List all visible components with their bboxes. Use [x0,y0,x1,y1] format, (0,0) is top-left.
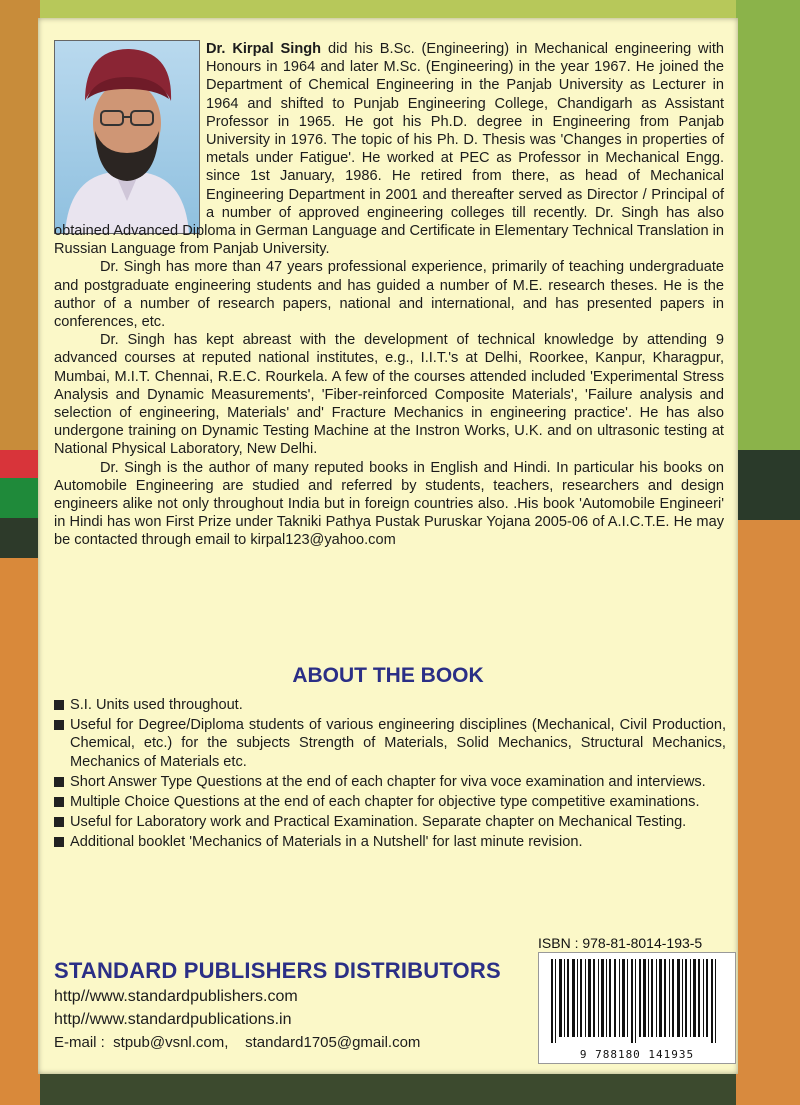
feature-item: Useful for Laboratory work and Practical Examination. Separate chapter on Mechanical Testing. [54,813,726,831]
background-left-stripe-dark [0,518,40,558]
publisher-email: E-mail : stpub@vsnl.com, standard1705@gmail.com [54,1034,421,1051]
author-bio [54,40,724,550]
feature-item: Short Answer Type Questions at the end of each chapter for viva voce examination and interviews. [54,773,726,791]
barcode-digits: 9 788180 141935 [579,1048,695,1061]
bio-paragraph-1-text: did his B.Sc. (Engineering) in Mechanical engineering with Honours in 1964 and later M.Sc. (Engineering) in the year 1967. He joined the Department of Chemical Engineering in the Panjab University as Lecturer in 1964 and shifted to Punjab Engineering College, Chandigarh as Assistant Professor in 1965. He got his Ph.D. degree in Engineering from Panjab University in 1976. The topic of his Ph. D. Thesis was 'Changes in properties of metals under Fatigue'. He worked at PEC as Professor in Mechanical Engg. since 1st January, 1986. He retired from there, as head of Mechanical Engineering Department in 2001 and thereafter served as Director / Principal of a number of approved engineering colleges till recently. Dr. Singh has also obtained Advanced Diploma in German Language and Certificate in Elementary Technical Translation in Russian Language from Panjab University. [54,41,725,258]
bullet-square-icon [54,837,64,847]
bullet-square-icon [54,720,64,730]
isbn-label: ISBN : 978-81-8014-193-5 [538,935,703,951]
publisher-name: STANDARD PUBLISHERS DISTRIBUTORS [54,958,501,983]
bullet-square-icon [54,817,64,827]
about-the-book-heading: ABOUT THE BOOK [292,664,484,687]
feature-item: Multiple Choice Questions at the end of each chapter for objective type competitive examinations. [54,793,726,811]
publisher-website-2: http//www.standardpublications.in [54,1011,292,1028]
background-right-bottom [736,520,800,1105]
background-left-top [0,0,40,450]
author-name: Dr. Kirpal Singh [206,41,322,57]
barcode [538,952,736,1064]
bio-paragraph-3: Dr. Singh has kept abreast with the development of technical knowledge by attending 9 advanced courses at reputed national institutes, e.g., I.I.T.'s at Delhi, Roorkee, Kanpur, Kharagpur, Mumbai, M.I.T. Chennai, R.E.C. Rourkela. A few of the courses attended included 'Experimental Stress Analysis and Dynamic Measurements', 'Fiber-reinforced Composite Materials', 'Failure analysis and selection of engineering, Materials' and' Fracture Mechanics in engineering practice'. He has also undergone training on Dynamic Testing Machine at the Instron Works, U.K. and on ultrasonic testing at National Physical Laboratory, New Delhi. [54,332,724,458]
bullet-square-icon [54,700,64,710]
bullet-square-icon [54,797,64,807]
feature-item: S.I. Units used throughout. [54,696,726,714]
background-left-stripe-red [0,450,40,478]
bio-paragraph-4: Dr. Singh is the author of many reputed books in English and Hindi. In particular his books on Automobile Engineering are studied and referred by students, teachers, researchers and design engineers alike not only throughout India but in foreign countries also. .His book 'Automobile Engineeri' in Hindi has won First Prize under Takniki Pathya Pustak Puruskar Yojana 2005-06 of A.I.C.T.E. He may be contacted through email to kirpal123@yahoo.com [54,459,724,549]
bullet-square-icon [54,777,64,787]
feature-list [54,696,726,854]
feature-item: Useful for Degree/Diploma students of various engineering disciplines (Mechanical, Civil Production, Chemical, etc.) for the subjects Strength of Materials, Solid Mechanics, Structural Mechanics, Mechanics of Materials etc. [54,716,726,771]
barcode-bars-icon [539,953,735,1045]
background-top-strip [40,0,736,18]
publisher-website-1: http//www.standardpublishers.com [54,988,298,1005]
feature-item: Additional booklet 'Mechanics of Materials in a Nutshell' for last minute revision. [54,833,726,851]
background-left-stripe-green [0,478,40,518]
background-bottom-strip [40,1074,736,1105]
bio-paragraph-2: Dr. Singh has more than 47 years professional experience, primarily of teaching undergraduate and postgraduate engineering students and has guided a number of M.E. research theses. He is the author of a number of research papers, national and international, and has presented papers in conferences, etc. [54,259,724,331]
background-right-top [736,0,800,450]
background-right-dark [736,450,800,520]
background-left-bottom [0,558,40,1105]
photo-text-wrap-spacer [54,40,206,216]
